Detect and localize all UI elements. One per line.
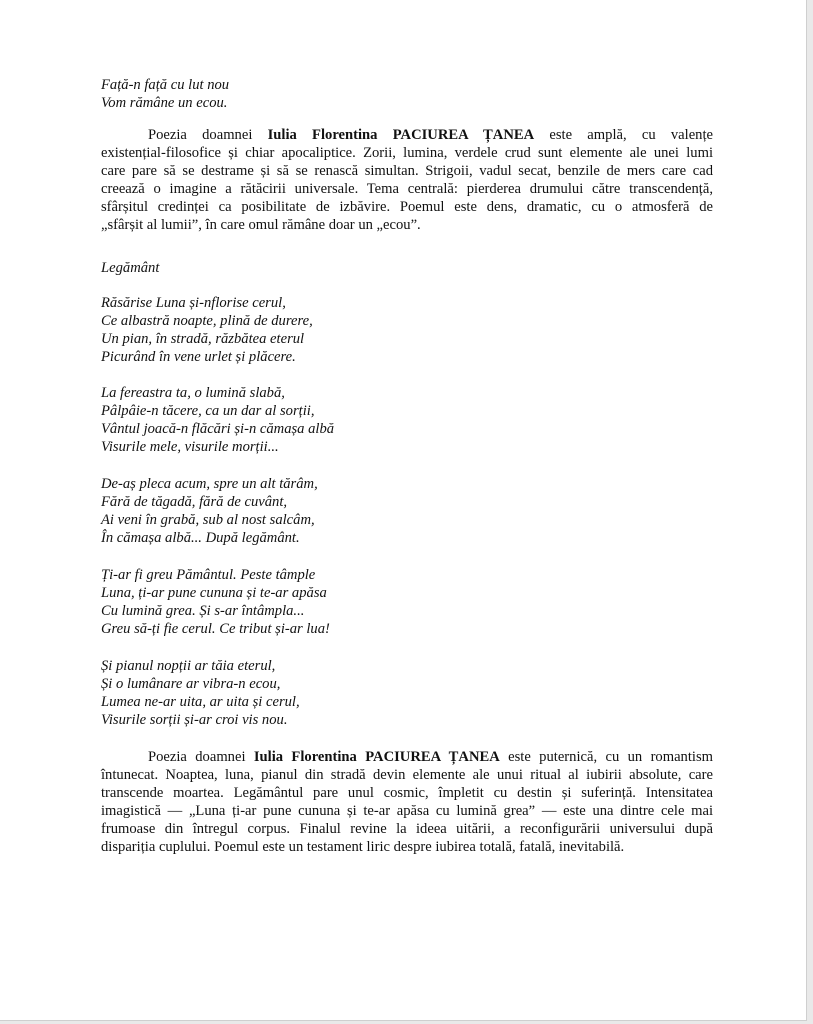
verse-line: Lumea ne-ar uita, ar uita și cerul, xyxy=(101,694,300,711)
verse-line: Luna, ți-ar pune cununa și te-ar apăsa xyxy=(101,585,327,602)
text: este puternică, cu un romantism xyxy=(499,749,713,765)
verse-line: Vântul joacă-n flăcări și-n cămașa albă xyxy=(101,421,335,438)
paragraph-line xyxy=(101,126,713,144)
author-name: Iulia Florentina PACIUREA ȚANEA xyxy=(253,749,500,765)
verse-line: Visurile mele, visurile morții... xyxy=(101,439,279,456)
verse-line: Greu să-ți fie cerul. Ce tribut și-ar lua! xyxy=(101,621,330,638)
commentary-paragraph-1 xyxy=(101,126,713,235)
paragraph-line: imagistică — „Luna ți-ar pune cununa și te-ar apăsa cu lumină grea” — este una dintre cele mai xyxy=(101,803,713,820)
verse-line: Visurile sorții și-ar croi vis nou. xyxy=(101,712,288,729)
verse-line: Ce albastră noapte, plină de durere, xyxy=(101,313,313,330)
text: este amplă, cu valențe xyxy=(534,127,713,143)
stanza xyxy=(101,566,713,638)
paragraph-line xyxy=(101,748,713,766)
author-name: Iulia Florentina PACIUREA ȚANEA xyxy=(267,127,535,143)
verse-line: În cămașa albă... După legământ. xyxy=(101,530,300,547)
verse-line: La fereastra ta, o lumină slabă, xyxy=(101,385,285,401)
stanza xyxy=(101,294,713,366)
paragraph-line: întunecat. Noaptea, luna, pianul din stradă devin elemente ale unui ritual al iubirii absolute, care xyxy=(101,767,713,784)
verse-line: Fără de tăgadă, fără de cuvânt, xyxy=(101,494,288,511)
verse-line: Ți-ar fi greu Pământul. Peste tâmple xyxy=(101,567,316,583)
poem-title: Legământ xyxy=(101,260,160,276)
opening-verse xyxy=(101,76,713,112)
verse-line: Pâlpâie-n tăcere, ca un dar al sorții, xyxy=(101,403,315,420)
verse-line: Cu lumină grea. Și s-ar întâmpla... xyxy=(101,603,305,620)
paragraph-line: transcende moartea. Legământul pare unul cosmic, împletit cu destin și suferință. Intensitatea xyxy=(101,785,713,802)
paragraph-line: existențial-filosofice și chiar apocaliptice. Zorii, lumina, verdele crud sunt elemente ale unei lumi xyxy=(101,145,713,162)
text: Poezia doamnei xyxy=(148,127,268,143)
paragraph-line: dispariția cuplului. Poemul este un testament liric despre iubirea totală, fatală, inevitabilă. xyxy=(101,839,625,856)
verse-line: Răsărise Luna și-nflorise cerul, xyxy=(101,295,286,311)
stanza xyxy=(101,657,713,729)
paragraph-line: frumoase din întregul corpus. Finalul revine la ideea uitării, a reconfigurării universului după xyxy=(101,821,713,838)
paragraph-line: „sfârșit al lumii”, în care omul rămâne doar un „ecou”. xyxy=(101,217,421,234)
stanza xyxy=(101,384,713,456)
verse-line: Vom rămâne un ecou. xyxy=(101,95,228,112)
verse-line: De-aș pleca acum, spre un alt tărâm, xyxy=(101,476,318,492)
paragraph-line: care pare să se destrame și să se renască simultan. Strigoii, vadul secat, benzile de mers care cad xyxy=(101,163,713,180)
verse-line: Ai veni în grabă, sub al nost salcâm, xyxy=(101,512,315,529)
verse-line: Și pianul nopții ar tăia eterul, xyxy=(101,658,276,674)
verse-line: Față-n față cu lut nou xyxy=(101,77,230,93)
verse-line: Un pian, în stradă, răzbătea eterul xyxy=(101,331,305,348)
text: Poezia doamnei xyxy=(148,749,254,765)
paragraph-line: sfârșitul credinței ca posibilitate de izbăvire. Poemul este dens, dramatic, cu o atmosferă de xyxy=(101,199,713,216)
verse-line: Picurând în vene urlet și plăcere. xyxy=(101,349,296,366)
commentary-paragraph-2 xyxy=(101,748,713,857)
paragraph-line: creează o imagine a rătăcirii universale. Tema centrală: pierderea drumului către transcendență, xyxy=(101,181,713,198)
verse-line: Și o lumânare ar vibra-n ecou, xyxy=(101,676,281,693)
stanza xyxy=(101,475,713,547)
